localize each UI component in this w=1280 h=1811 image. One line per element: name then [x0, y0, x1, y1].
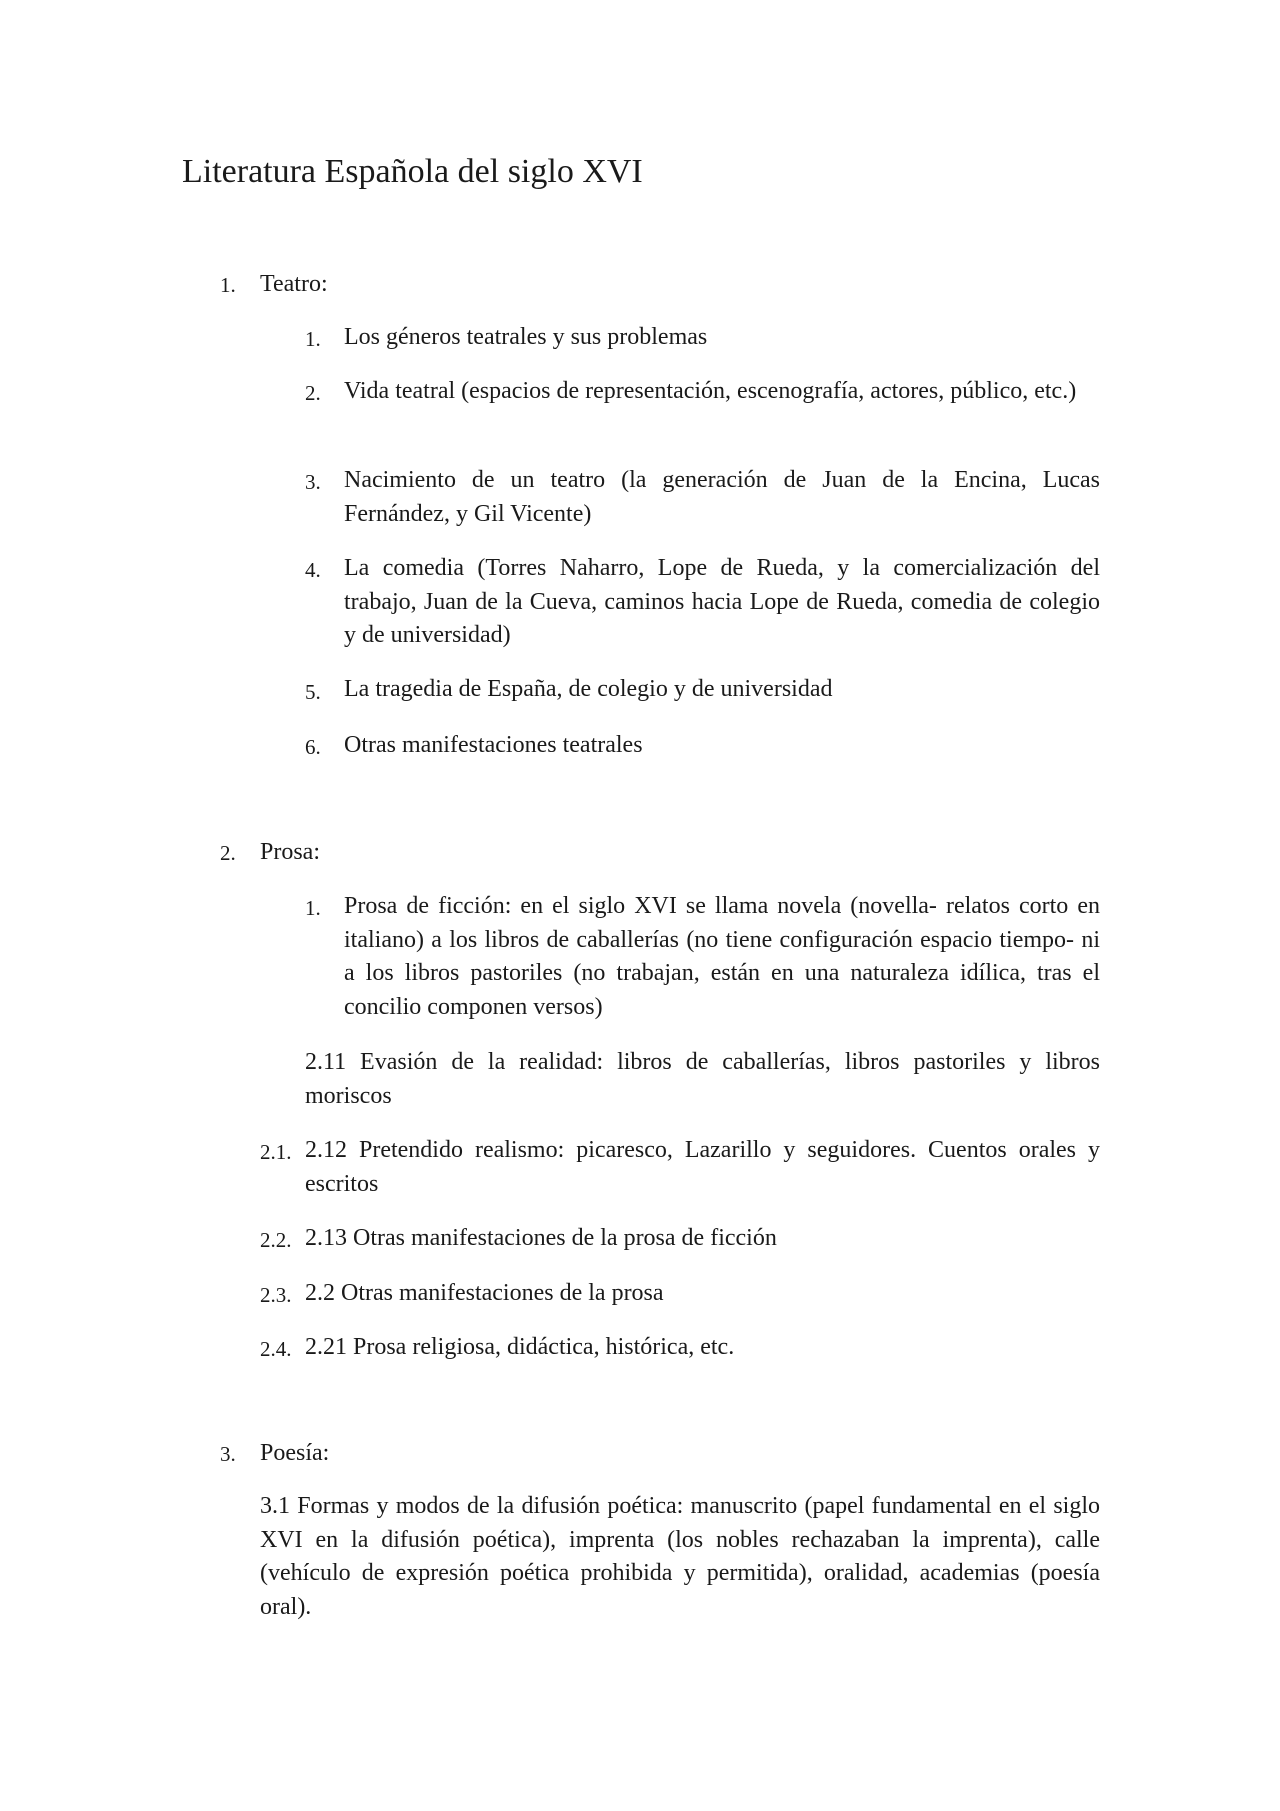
list-item: Otras manifestaciones teatrales [344, 732, 643, 758]
list-item: 2.12 Pretendido realismo: picaresco, Lazarillo y seguidores. Cuentos orales y escritos [305, 1137, 1100, 1197]
list-item: La tragedia de España, de colegio y de universidad [344, 676, 833, 702]
list-item-number: 3. [305, 470, 321, 494]
list-item-number: 1. [305, 896, 321, 920]
list-item-number: 2.3. [260, 1283, 292, 1307]
section-heading-prosa: Prosa: [260, 839, 320, 865]
list-item: La comedia (Torres Naharro, Lope de Rueda, y la comercialización del trabajo, Juan de la Cueva, caminos hacia Lope de Rueda, comedia de colegio y de universidad) [344, 555, 1100, 648]
list-item-number: 4. [305, 558, 321, 582]
list-item-number: 2. [305, 381, 321, 405]
document-title: Literatura Española del siglo XVI [182, 153, 643, 190]
list-item-number: 2.1. [260, 1140, 292, 1164]
list-item-number: 1. [305, 327, 321, 351]
section-number: 1. [220, 273, 236, 297]
list-item: 2.11 Evasión de la realidad: libros de caballerías, libros pastoriles y libros moriscos [305, 1049, 1100, 1109]
section-number: 2. [220, 841, 236, 865]
list-item: Prosa de ficción: en el siglo XVI se llama novela (novella- relatos corto en italiano) a los libros de caballerías (no tiene configuración espacio tiempo- ni a los libros pastoriles (no trabajan, están en una naturaleza idílica, tras el concilio componen versos) [344, 893, 1100, 1020]
list-item: 2.2 Otras manifestaciones de la prosa [305, 1280, 664, 1306]
section-heading-teatro: Teatro: [260, 271, 328, 297]
list-item: 2.21 Prosa religiosa, didáctica, histórica, etc. [305, 1334, 735, 1360]
list-item: Los géneros teatrales y sus problemas [344, 324, 708, 350]
section-number: 3. [220, 1442, 236, 1466]
list-item-number: 2.4. [260, 1337, 292, 1361]
list-item: 3.1 Formas y modos de la difusión poética: manuscrito (papel fundamental en el siglo XVI en la difusión poética), imprenta (los nobles rechazaban la imprenta), calle (vehículo de expresión poética prohibida y permitida), oralidad, academias (poesía oral). [260, 1493, 1100, 1620]
list-item: 2.13 Otras manifestaciones de la prosa de ficción [305, 1225, 777, 1251]
list-item-number: 2.2. [260, 1228, 292, 1252]
list-item: Vida teatral (espacios de representación, escenografía, actores, público, etc.) [344, 378, 1077, 404]
list-item: Nacimiento de un teatro (la generación de Juan de la Encina, Lucas Fernández, y Gil Vicente) [344, 467, 1100, 527]
list-item-number: 5. [305, 680, 321, 704]
list-item-number: 6. [305, 735, 321, 759]
section-heading-poesia: Poesía: [260, 1440, 330, 1466]
